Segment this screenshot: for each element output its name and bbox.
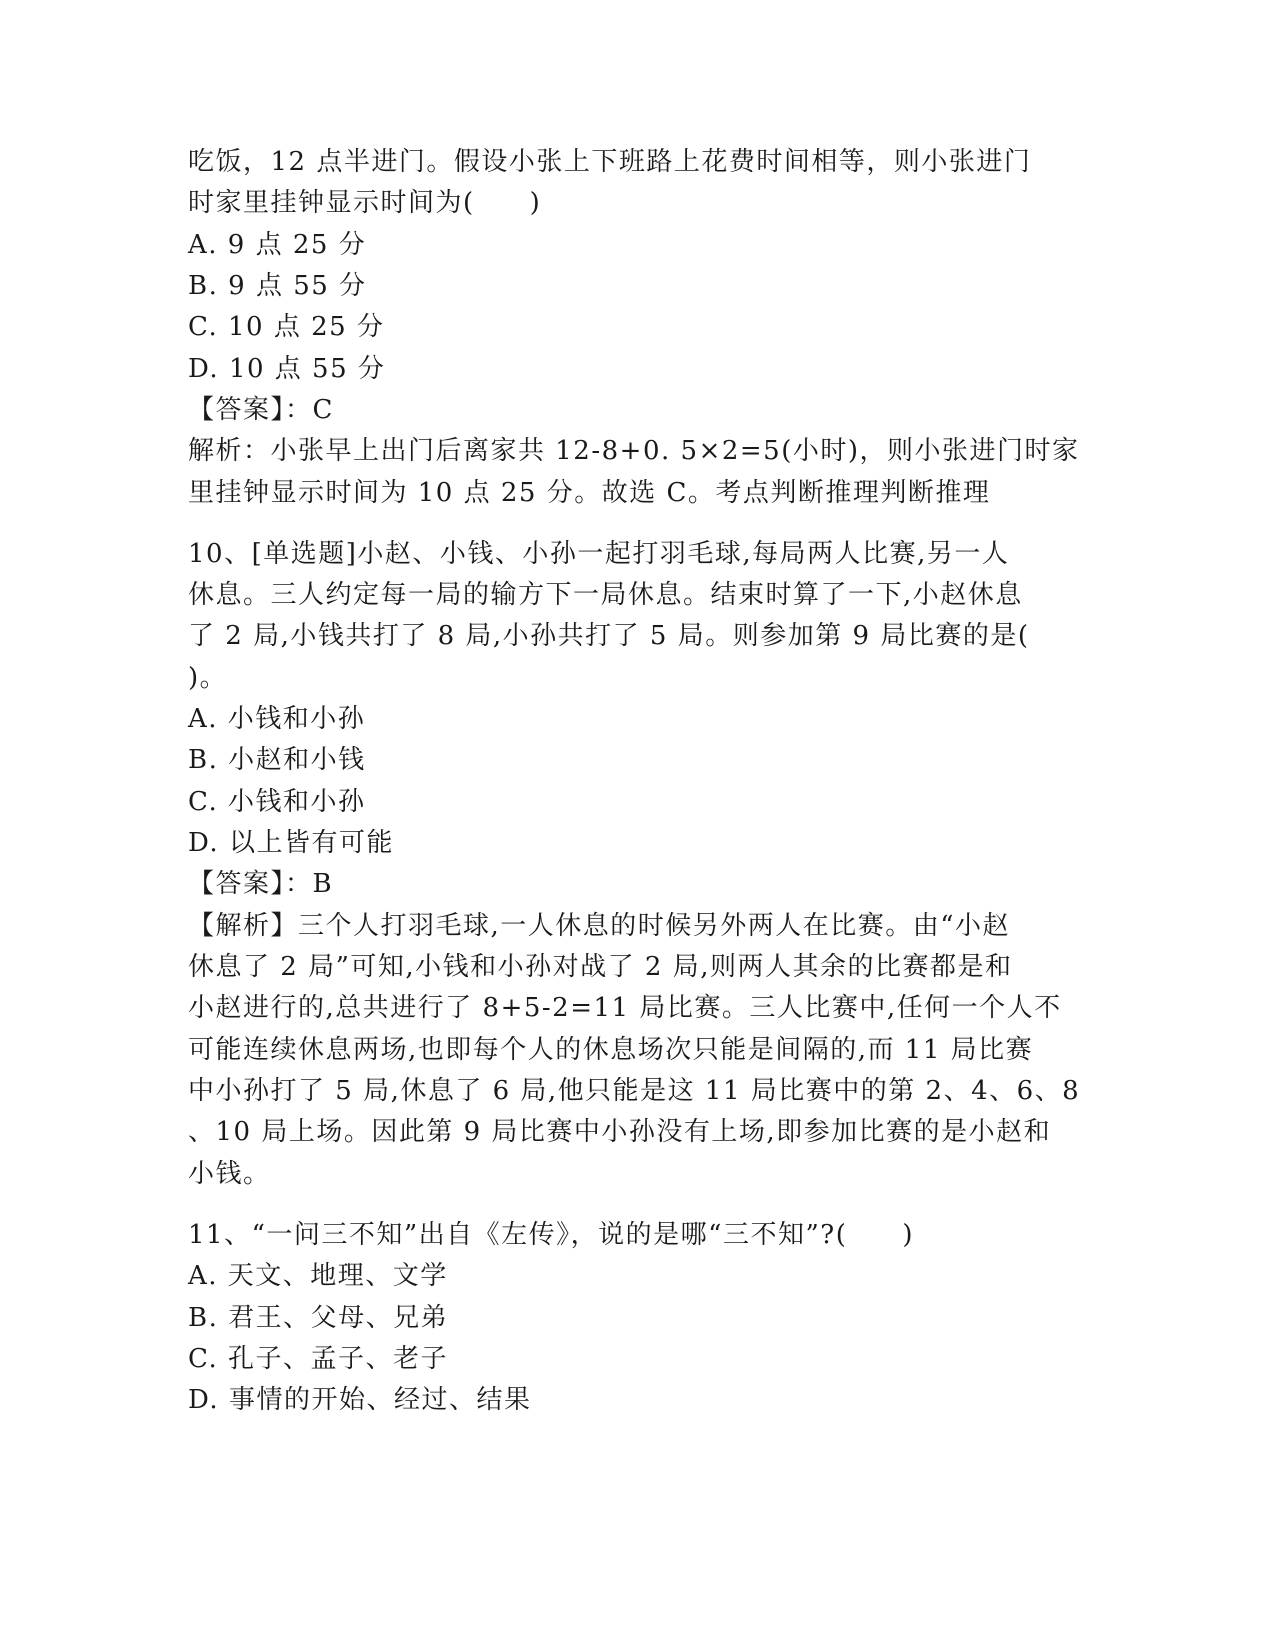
- q9-option-a: A. 9 点 25 分: [188, 230, 367, 260]
- q10-option-c: C. 小钱和小孙: [188, 787, 366, 817]
- q11-option-c: C. 孔子、孟子、老子: [188, 1344, 448, 1374]
- q9-option-d: D. 10 点 55 分: [188, 354, 386, 384]
- q9-option-c: C. 10 点 25 分: [188, 312, 385, 342]
- q10-option-a: A. 小钱和小孙: [188, 704, 366, 734]
- q10-stem-line: 了 2 局,小钱共打了 8 局,小孙共打了 5 局。则参加第 9 局比赛的是(: [188, 621, 1030, 651]
- q10-analysis-line: 小赵进行的,总共进行了 8+5-2=11 局比赛。三人比赛中,任何一个人不: [188, 993, 1062, 1023]
- q10-option-b: B. 小赵和小钱: [188, 745, 366, 775]
- q10-analysis-line: 小钱。: [188, 1159, 271, 1189]
- q10-analysis-line: 可能连续休息两场,也即每个人的休息场次只能是间隔的,而 11 局比赛: [188, 1035, 1034, 1065]
- q11-option-a: A. 天文、地理、文学: [188, 1261, 448, 1291]
- q9-analysis-line: 里挂钟显示时间为 10 点 25 分。故选 C。考点判断推理判断推理: [188, 478, 991, 508]
- q10-answer: 【答案】：B: [188, 869, 334, 899]
- q10-analysis-line: 【解析】三个人打羽毛球,一人休息的时候另外两人在比赛。由“小赵: [188, 911, 1011, 941]
- q9-answer: 【答案】：C: [188, 395, 334, 425]
- q11-stem-line: 11、“一问三不知”出自《左传》，说的是哪“三不知”?( ): [188, 1220, 914, 1250]
- q9-option-b: B. 9 点 55 分: [188, 271, 367, 301]
- q11-option-b: B. 君王、父母、兄弟: [188, 1303, 449, 1333]
- q9-analysis-line: 解析：小张早上出门后离家共 12-8+0. 5×2=5(小时)，则小张进门时家: [188, 436, 1080, 466]
- q11-option-d: D. 事情的开始、经过、结果: [188, 1385, 532, 1415]
- q10-option-d: D. 以上皆有可能: [188, 828, 394, 858]
- q10-stem-line: 休息。三人约定每一局的输方下一局休息。结束时算了一下,小赵休息: [188, 580, 1023, 610]
- q10-stem-line: 10、[单选题]小赵、小钱、小孙一起打羽毛球,每局两人比赛,另一人: [188, 539, 1010, 569]
- q9-stem-line: 时家里挂钟显示时间为( ): [188, 188, 542, 218]
- q10-analysis-line: 、10 局上场。因此第 9 局比赛中小孙没有上场,即参加比赛的是小赵和: [188, 1117, 1052, 1147]
- q10-analysis-line: 休息了 2 局”可知,小钱和小孙对战了 2 局,则两人其余的比赛都是和: [188, 952, 1013, 982]
- q10-analysis-line: 中小孙打了 5 局,休息了 6 局,他只能是这 11 局比赛中的第 2、4、6、8: [188, 1076, 1081, 1106]
- q10-stem-line: )。: [188, 663, 228, 693]
- q9-stem-line: 吃饭，12 点半进门。假设小张上下班路上花费时间相等，则小张进门: [188, 147, 1032, 177]
